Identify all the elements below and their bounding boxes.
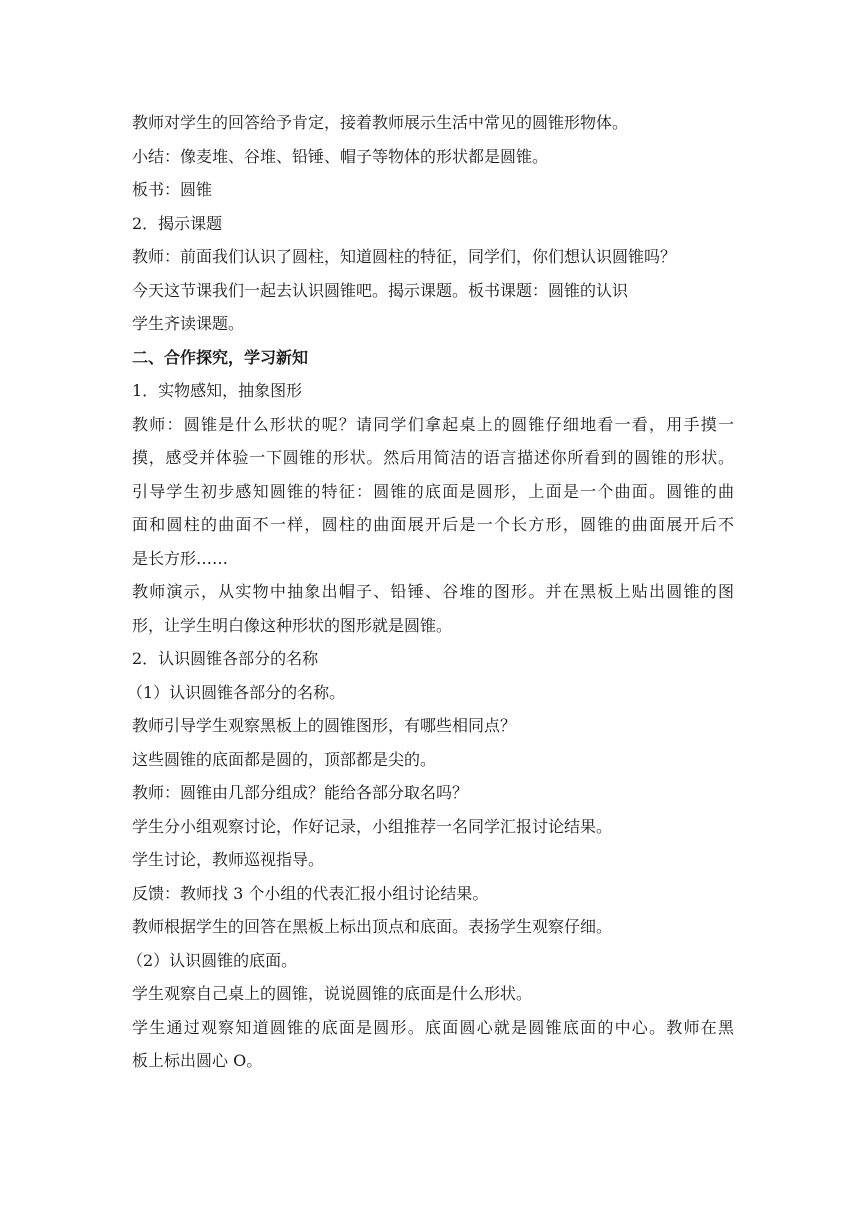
- paragraph-line: 教师：圆锥由几部分组成？能给各部分取名吗？: [132, 783, 469, 802]
- list-item-heading: （2）认识圆锥的底面。: [127, 950, 298, 970]
- paragraph-line: 今天这节课我们一起去认识圆锥吧。揭示课题。板书课题：圆锥的认识: [132, 280, 629, 300]
- paragraph-line: 学生观察自己桌上的圆锥，说说圆锥的底面是什么形状。: [132, 984, 533, 1003]
- paragraph-line: 学生齐读课题。: [132, 314, 245, 333]
- paragraph-line: 面和圆柱的曲面不一样，圆柱的曲面展开后是一个长方形，圆锥的曲面展开后不: [132, 515, 734, 534]
- paragraph-line: 教师对学生的回答给予肯定，接着教师展示生活中常见的圆锥形物体。: [132, 113, 629, 132]
- paragraph-line: 学生分小组观察讨论，作好记录，小组推荐一名同学汇报讨论结果。: [132, 816, 613, 836]
- subsection-heading: 2．认识圆锥各部分的名称: [132, 649, 319, 668]
- summary-line: 小结：像麦堆、谷堆、铅锤、帽子等物体的形状都是圆锥。: [132, 146, 549, 166]
- paragraph-line: 引导学生初步感知圆锥的特征：圆锥的底面是圆形，上面是一个曲面。圆锥的曲: [132, 481, 734, 501]
- paragraph-line: 反馈：教师找 3 个小组的代表汇报小组讨论结果。: [132, 883, 489, 903]
- paragraph-line: 教师演示，从实物中抽象出帽子、铅锤、谷堆的图形。并在黑板上贴出圆锥的图: [132, 582, 734, 601]
- paragraph-line: 教师引导学生观察黑板上的圆锥图形，有哪些相同点？: [132, 716, 517, 735]
- paragraph-line: 学生通过观察知道圆锥的底面是圆形。底面圆心就是圆锥底面的中心。教师在黑: [132, 1017, 734, 1037]
- paragraph-line: 教师：前面我们认识了圆柱，知道圆柱的特征，同学们，你们想认识圆锥吗？: [132, 247, 677, 266]
- document-body: [127, 106, 734, 1078]
- paragraph-line: 形，让学生明白像这种形状的图形就是圆锥。: [132, 615, 453, 635]
- paragraph-line: 板上标出圆心 O。: [132, 1051, 263, 1070]
- subsection-heading: 2．揭示课题: [132, 213, 223, 233]
- paragraph-line: 是长方形……: [132, 548, 229, 568]
- paragraph-line: 教师根据学生的回答在黑板上标出顶点和底面。表扬学生观察仔细。: [132, 917, 613, 936]
- blackboard-note: 板书：圆锥: [132, 180, 213, 199]
- section-heading: 二、合作探究，学习新知: [132, 347, 309, 367]
- paragraph-line: 摸，感受并体验一下圆锥的形状。然后用简洁的语言描述你所看到的圆锥的形状。: [132, 448, 734, 467]
- list-item-heading: （1）认识圆锥各部分的名称。: [127, 682, 346, 702]
- subsection-heading: 1．实物感知，抽象图形: [132, 381, 303, 400]
- paragraph-line: 学生讨论，教师巡视指导。: [132, 850, 325, 869]
- paragraph-line: 教师：圆锥是什么形状的呢？请同学们拿起桌上的圆锥仔细地看一看，用手摸一: [132, 414, 734, 434]
- paragraph-line: 这些圆锥的底面都是圆的，顶部都是尖的。: [132, 749, 437, 769]
